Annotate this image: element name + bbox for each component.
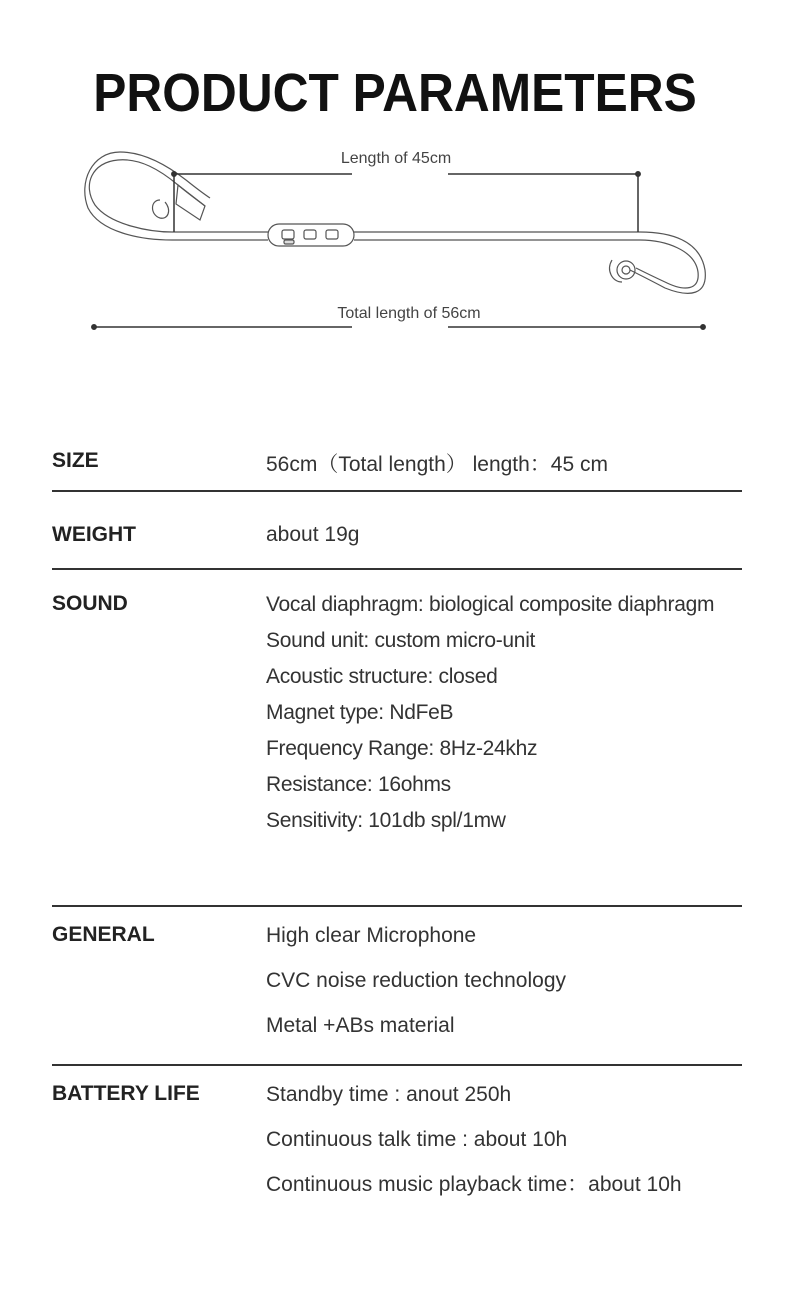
list-item: Continuous music playback time：about 10h <box>266 1173 682 1196</box>
divider <box>52 568 742 570</box>
list-item: Magnet type: NdFeB <box>266 701 454 724</box>
sound-spec-list <box>266 587 714 839</box>
list-item: Acoustic structure: closed <box>266 665 498 688</box>
list-item: Continuous talk time : about 10h <box>266 1128 568 1151</box>
list-item: Vocal diaphragm: biological composite diaphragm <box>266 593 715 616</box>
cable <box>172 232 640 240</box>
list-item: Resistance: 16ohms <box>266 773 451 796</box>
general-label: GENERAL <box>52 923 155 946</box>
general-spec-list <box>266 913 566 1048</box>
left-ear-hook <box>85 152 210 240</box>
right-ear-hook <box>610 232 706 293</box>
sound-label: SOUND <box>52 592 128 615</box>
battery-life-label: BATTERY LIFE <box>52 1082 200 1105</box>
battery-spec-list <box>266 1072 682 1207</box>
list-item: High clear Microphone <box>266 924 477 947</box>
weight-value: about 19g <box>266 523 360 546</box>
weight-label: WEIGHT <box>52 523 136 546</box>
remote-control <box>268 224 354 246</box>
earphone-dimension-diagram <box>0 140 790 350</box>
total-length-label: Total length of 56cm <box>337 305 481 322</box>
size-value: 56cm（Total length） length：45 cm <box>266 453 608 476</box>
inner-length-label: Length of 45cm <box>340 150 452 167</box>
list-item: CVC noise reduction technology <box>266 969 567 992</box>
size-label: SIZE <box>52 449 99 472</box>
list-item: Frequency Range: 8Hz-24khz <box>266 737 538 760</box>
page-title: PRODUCT PARAMETERS <box>93 63 697 123</box>
inner-length-dimension <box>172 172 640 232</box>
divider <box>52 905 742 907</box>
total-length-dimension <box>92 325 705 329</box>
divider <box>52 490 742 492</box>
list-item: Sensitivity: 101db spl/1mw <box>266 809 506 832</box>
divider <box>52 1064 742 1066</box>
list-item: Metal +ABs material <box>266 1014 455 1037</box>
list-item: Standby time : anout 250h <box>266 1083 512 1106</box>
list-item: Sound unit: custom micro-unit <box>266 629 536 652</box>
